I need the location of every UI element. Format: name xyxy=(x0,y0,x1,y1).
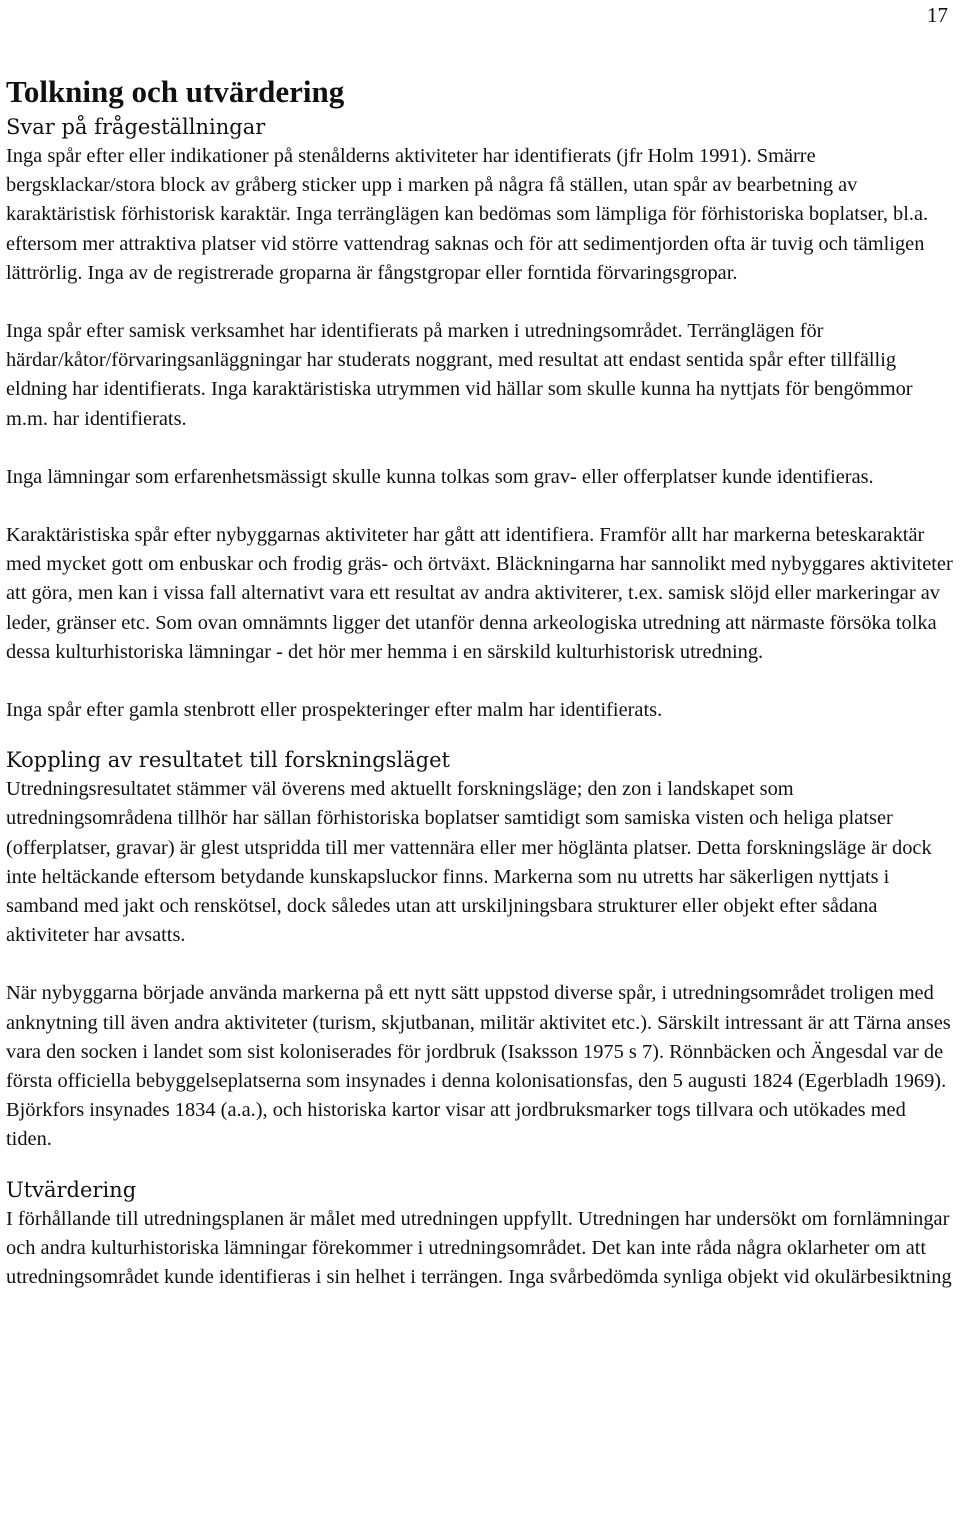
section-svar xyxy=(6,112,954,725)
paragraph: Inga lämningar som erfarenhetsmässigt skulle kunna tolkas som grav- eller offerplatser kunde identifieras. xyxy=(6,465,874,488)
section-koppling xyxy=(6,745,954,1154)
paragraph: När nybyggarna började använda markerna på ett nytt sätt uppstod diverse spår, i utredningsområdet troligen med anknytning till även andra aktiviteter (turism, skjutbanan, militär aktivitet etc.). Särskilt intressant är att Tärna anses vara den socken i landet som sist koloniserades för jordbruk (Isaksson 1975 s 7). Rönnbäcken och Ängesdal var de första officiella bebyggelseplatserna som insynades i denna kolonisationsfas, den 5 augusti 1824 (Egerbladh 1969). Björkfors insynades 1834 (a.a.), och historiska kartor visar att jordbruksmarker togs tillvara och utökades med tiden. xyxy=(6,982,951,1151)
paragraph: Inga spår efter eller indikationer på stenålderns aktiviteter har identifierats (jfr Holm 1991). Smärre bergsklackar/stora block av gråberg sticker upp i marken på några få ställen, utan spår av bearbetning av karaktäristisk förhistorisk karaktär. Inga terränglägen kan bedömas som lämpliga för förhistoriska boplatser, bl.a. eftersom mer attraktiva platser vid större vattendrag saknas och för att sedimentjorden ofta är tuvig och tämligen lättrörlig. Inga av de registrerade groparna är fångstgropar eller forntida förvaringsgropar. xyxy=(6,145,929,284)
section-title-svar: Svar på frågeställningar xyxy=(6,115,266,139)
paragraph: Utredningsresultatet stämmer väl överens med aktuellt forskningsläge; den zon i landskapet som utredningsområdena tillhör har sällan förhistoriska boplatser samtidigt som samiska visten och heliga platser (offerplatser, gravar) är glest utspridda till mer vattennära eller mer höglänta platser. Detta forskningsläge är dock inte heltäckande eftersom betydande kunskapsluckor finns. Markerna som nu utretts har säkerligen nyttjats i samband med jakt och renskötsel, dock således utan att urskiljningsbara strukturer eller objekt efter sådana aktiviteter har avsatts. xyxy=(6,778,932,947)
document-body xyxy=(6,72,954,1292)
section-utvardering xyxy=(6,1175,954,1293)
section-title-koppling: Koppling av resultatet till forskningsläget xyxy=(6,748,450,773)
paragraph: Karaktäristiska spår efter nybyggarnas aktiviteter har gått att identifiera. Framför allt har markerna beteskaraktär med mycket gott om enbuskar och frodig gräs- och örtväxt. Bläckningarna har sannolikt med nybyggares aktiviteter att göra, men kan i vissa fall alternativt vara ett resultat av andra aktiviterer, t.ex. samisk slöjd eller markeringar av leder, gränser etc. Som ovan omnämnts ligger det utanför denna arkeologiska utredning att närmaste försöka tolka dessa kulturhistoriska lämningar - det hör mer hemma i en särskild kulturhistorisk utredning. xyxy=(6,524,953,663)
page-number: 17 xyxy=(927,3,948,27)
chapter-heading: Tolkning och utvärdering xyxy=(6,74,345,109)
paragraph: Inga spår efter gamla stenbrott eller prospekteringer efter malm har identifierats. xyxy=(6,699,663,722)
section-title-utvardering: Utvärdering xyxy=(6,1177,137,1202)
paragraph: Inga spår efter samisk verksamhet har identifierats på marken i utredningsområdet. Terränglägen för härdar/kåtor/förvaringsanläggningar har studerats noggrant, med resultat att endast sentida spår efter tillfällig eldning har identifierats. Inga karaktäristiska utrymmen vid hällar som skulle kunna ha nyttjats för bengömmor m.m. har identifierats. xyxy=(6,320,913,430)
paragraph: I förhållande till utredningsplanen är målet med utredningen uppfyllt. Utredningen har undersökt om fornlämningar och andra kulturhistoriska lämningar förekommer i utredningsområdet. Det kan inte råda några oklarheter om att utredningsområdet kunde identifieras i sin helhet i terrängen. Inga svårbedömda synliga objekt vid okulärbesiktning xyxy=(6,1207,952,1289)
